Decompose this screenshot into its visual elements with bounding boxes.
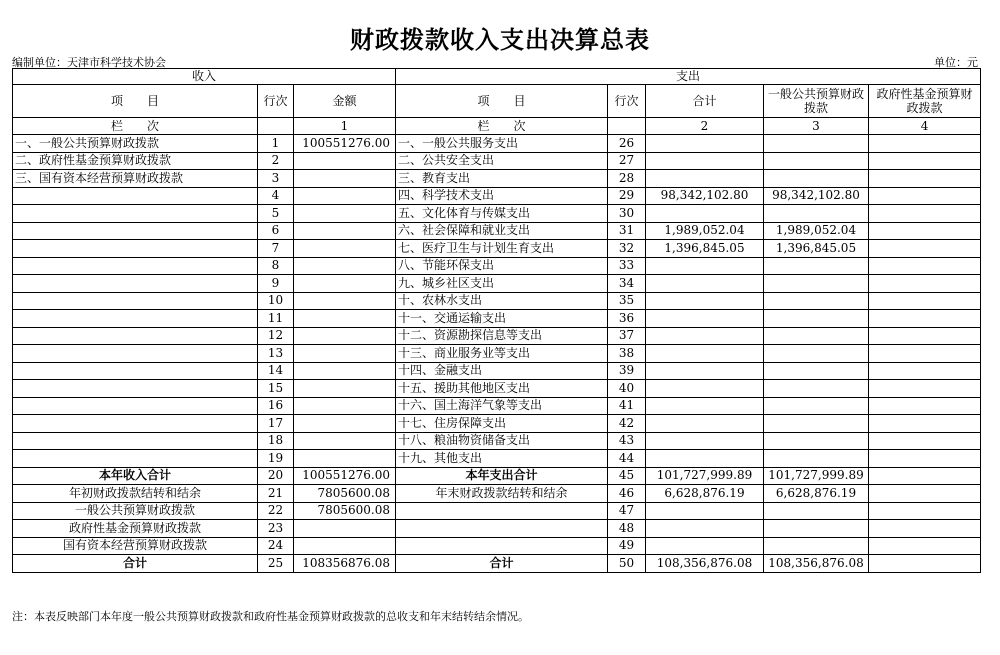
expense-fund-cell [869, 170, 981, 188]
expense-general-cell [764, 345, 869, 363]
expense-item-cell [396, 502, 608, 520]
income-row-no-cell: 10 [258, 292, 294, 310]
table-row [13, 170, 981, 188]
income-col-1: 1 [294, 118, 396, 135]
table-row [13, 152, 981, 170]
income-row-no-cell: 21 [258, 485, 294, 503]
expense-row-no-cell: 28 [608, 170, 646, 188]
table-row [13, 310, 981, 328]
expense-fund-cell [869, 222, 981, 240]
expense-general-cell [764, 450, 869, 468]
expense-item-cell: 十三、商业服务业等支出 [396, 345, 608, 363]
expense-general-cell: 98,342,102.80 [764, 187, 869, 205]
expense-header: 支出 [396, 69, 981, 85]
expense-fund-cell [869, 275, 981, 293]
expense-item-cell: 十四、金融支出 [396, 362, 608, 380]
income-item-cell [13, 222, 258, 240]
table-row [13, 292, 981, 310]
expense-item-cell: 一、一般公共服务支出 [396, 135, 608, 153]
column-index-row [13, 118, 981, 135]
expense-general-cell [764, 152, 869, 170]
expense-item-cell: 十二、资源勘探信息等支出 [396, 327, 608, 345]
expense-item-cell: 十五、援助其他地区支出 [396, 380, 608, 398]
column-header-row [13, 85, 981, 118]
income-row-no-cell: 24 [258, 537, 294, 555]
income-item-cell [13, 380, 258, 398]
expense-row-no-cell: 47 [608, 502, 646, 520]
expense-general-cell [764, 135, 869, 153]
expense-total-cell [646, 502, 764, 520]
income-row-no-cell: 15 [258, 380, 294, 398]
expense-item-cell: 二、公共安全支出 [396, 152, 608, 170]
income-row-no-cell: 3 [258, 170, 294, 188]
expense-general-cell [764, 380, 869, 398]
expense-row-no-cell: 42 [608, 415, 646, 433]
income-item-cell [13, 415, 258, 433]
expense-row-no-cell: 32 [608, 240, 646, 258]
expense-total-cell [646, 275, 764, 293]
expense-total-cell: 1,396,845.05 [646, 240, 764, 258]
income-amount-cell [294, 275, 396, 293]
table-row [13, 327, 981, 345]
income-row-no-cell: 16 [258, 397, 294, 415]
income-amount-cell: 108356876.08 [294, 555, 396, 573]
expense-total-cell [646, 205, 764, 223]
income-amount-cell [294, 310, 396, 328]
income-amount-cell [294, 257, 396, 275]
expense-row-no-cell: 48 [608, 520, 646, 538]
income-amount-cell: 7805600.08 [294, 485, 396, 503]
income-item-cell [13, 187, 258, 205]
income-amount-cell [294, 222, 396, 240]
expense-fund-cell [869, 520, 981, 538]
expense-row-no-cell: 35 [608, 292, 646, 310]
expense-item-cell: 十七、住房保障支出 [396, 415, 608, 433]
expense-row-no-cell: 49 [608, 537, 646, 555]
income-item-cell [13, 292, 258, 310]
table-row [13, 397, 981, 415]
expense-general-cell [764, 502, 869, 520]
income-amount-cell: 100551276.00 [294, 135, 396, 153]
expense-general-cell [764, 415, 869, 433]
expense-item-cell: 六、社会保障和就业支出 [396, 222, 608, 240]
table-row [13, 257, 981, 275]
expense-general-cell [764, 520, 869, 538]
table-row [13, 205, 981, 223]
expense-row-no-cell: 46 [608, 485, 646, 503]
expense-fund-cell [869, 135, 981, 153]
expense-item-cell: 年末财政拨款结转和结余 [396, 485, 608, 503]
income-row-no-cell: 14 [258, 362, 294, 380]
expense-row-no-cell: 44 [608, 450, 646, 468]
income-item-cell [13, 310, 258, 328]
income-amount-cell [294, 205, 396, 223]
expense-total-cell: 1,989,052.04 [646, 222, 764, 240]
expense-fund-cell [869, 380, 981, 398]
income-amount-cell [294, 152, 396, 170]
expense-general-cell [764, 275, 869, 293]
table-row [13, 415, 981, 433]
income-row-no-cell: 13 [258, 345, 294, 363]
table-row [13, 275, 981, 293]
table-row [13, 520, 981, 538]
expense-col-4: 4 [869, 118, 981, 135]
expense-general-cell [764, 327, 869, 345]
expense-item-cell: 八、节能环保支出 [396, 257, 608, 275]
expense-fund-cell [869, 485, 981, 503]
expense-total-cell [646, 450, 764, 468]
income-item-cell: 二、政府性基金预算财政拨款 [13, 152, 258, 170]
expense-general-cell [764, 170, 869, 188]
income-amount-cell [294, 397, 396, 415]
expense-fund-cell [869, 205, 981, 223]
expense-row-no-cell: 37 [608, 327, 646, 345]
expense-total-cell [646, 170, 764, 188]
income-item-cell [13, 397, 258, 415]
expense-general-cell: 108,356,876.08 [764, 555, 869, 573]
expense-fund-cell [869, 292, 981, 310]
expense-fund-cell [869, 555, 981, 573]
expense-general-cell: 1,396,845.05 [764, 240, 869, 258]
currency-unit: 单位：元 [934, 56, 978, 69]
expense-row-no-cell: 34 [608, 275, 646, 293]
expense-general-cell [764, 362, 869, 380]
expense-row-no-cell: 33 [608, 257, 646, 275]
income-column-label: 栏 次 [13, 118, 258, 135]
expense-general-cell [764, 205, 869, 223]
expense-row-no-cell: 39 [608, 362, 646, 380]
table-row [13, 362, 981, 380]
expense-total-cell [646, 310, 764, 328]
expense-total-cell [646, 362, 764, 380]
expense-total-cell [646, 135, 764, 153]
expense-fund-cell [869, 432, 981, 450]
expense-fund-cell [869, 362, 981, 380]
expense-total-cell [646, 345, 764, 363]
income-item-header: 项 目 [13, 85, 258, 118]
income-amount-header: 金额 [294, 85, 396, 118]
table-row [13, 345, 981, 363]
income-item-cell: 年初财政拨款结转和结余 [13, 485, 258, 503]
income-row-no-cell: 17 [258, 415, 294, 433]
expense-item-cell: 九、城乡社区支出 [396, 275, 608, 293]
expense-item-cell: 十八、粮油物资储备支出 [396, 432, 608, 450]
expense-row-no-header: 行次 [608, 85, 646, 118]
expense-fund-cell [869, 152, 981, 170]
income-row-no-cell: 1 [258, 135, 294, 153]
expense-item-cell [396, 537, 608, 555]
income-item-cell: 一、一般公共预算财政拨款 [13, 135, 258, 153]
income-amount-cell [294, 292, 396, 310]
expense-item-cell: 本年支出合计 [396, 467, 608, 485]
income-row-no-cell: 22 [258, 502, 294, 520]
income-row-no-cell: 8 [258, 257, 294, 275]
expense-row-no-cell: 41 [608, 397, 646, 415]
expense-item-cell: 七、医疗卫生与计划生育支出 [396, 240, 608, 258]
report-title: 财政拨款收入支出决算总表 [350, 26, 650, 54]
income-amount-cell: 7805600.08 [294, 502, 396, 520]
income-amount-cell [294, 450, 396, 468]
income-row-no-cell: 20 [258, 467, 294, 485]
table-row [13, 467, 981, 485]
income-item-cell: 三、国有资本经营预算财政拨款 [13, 170, 258, 188]
expense-item-cell: 五、文化体育与传媒支出 [396, 205, 608, 223]
expense-item-cell: 三、教育支出 [396, 170, 608, 188]
income-amount-cell [294, 415, 396, 433]
expense-total-cell [646, 520, 764, 538]
expense-row-no-cell: 26 [608, 135, 646, 153]
income-item-cell [13, 205, 258, 223]
expense-total-cell [646, 397, 764, 415]
expense-row-no-cell: 29 [608, 187, 646, 205]
expense-row-no-cell: 30 [608, 205, 646, 223]
expense-fund-cell [869, 240, 981, 258]
expense-general-cell: 101,727,999.89 [764, 467, 869, 485]
income-row-no-cell: 25 [258, 555, 294, 573]
expense-total-cell [646, 152, 764, 170]
income-item-cell: 本年收入合计 [13, 467, 258, 485]
table-row [13, 555, 981, 573]
expense-item-cell: 十、农林水支出 [396, 292, 608, 310]
expense-col-2: 2 [646, 118, 764, 135]
expense-total-cell: 101,727,999.89 [646, 467, 764, 485]
expense-total-cell [646, 292, 764, 310]
budget-table [12, 68, 981, 573]
income-item-cell [13, 432, 258, 450]
expense-fund-cell [869, 257, 981, 275]
table-row [13, 240, 981, 258]
income-row-no-cell: 11 [258, 310, 294, 328]
general-budget-header: 一般公共预算财政拨款 [764, 85, 869, 118]
table-row [13, 380, 981, 398]
expense-fund-cell [869, 327, 981, 345]
table-row [13, 187, 981, 205]
income-row-no-header: 行次 [258, 85, 294, 118]
expense-row-no-cell: 40 [608, 380, 646, 398]
table-row [13, 485, 981, 503]
income-item-cell: 合计 [13, 555, 258, 573]
income-item-cell: 国有资本经营预算财政拨款 [13, 537, 258, 555]
expense-total-cell [646, 257, 764, 275]
income-row-no-cell: 2 [258, 152, 294, 170]
table-row [13, 432, 981, 450]
expense-row-no-cell: 50 [608, 555, 646, 573]
income-row-no-cell: 23 [258, 520, 294, 538]
expense-general-cell [764, 432, 869, 450]
expense-total-cell [646, 432, 764, 450]
expense-total-cell [646, 415, 764, 433]
expense-total-header: 合计 [646, 85, 764, 118]
income-amount-cell [294, 170, 396, 188]
income-row-no-cell: 7 [258, 240, 294, 258]
expense-row-no-cell: 36 [608, 310, 646, 328]
expense-general-cell [764, 537, 869, 555]
section-header-row [13, 69, 981, 85]
expense-general-cell: 6,628,876.19 [764, 485, 869, 503]
income-item-cell [13, 257, 258, 275]
expense-fund-cell [869, 187, 981, 205]
income-amount-cell [294, 187, 396, 205]
income-item-cell [13, 327, 258, 345]
expense-fund-cell [869, 345, 981, 363]
expense-row-no-cell: 31 [608, 222, 646, 240]
income-row-no-cell: 5 [258, 205, 294, 223]
income-amount-cell [294, 432, 396, 450]
expense-row-no-cell: 27 [608, 152, 646, 170]
income-amount-cell [294, 380, 396, 398]
expense-fund-cell [869, 537, 981, 555]
expense-total-cell: 108,356,876.08 [646, 555, 764, 573]
table-row [13, 222, 981, 240]
income-amount-cell [294, 240, 396, 258]
expense-total-cell [646, 327, 764, 345]
income-header: 收入 [13, 69, 396, 85]
expense-general-cell [764, 292, 869, 310]
income-amount-cell [294, 520, 396, 538]
expense-row-no-cell: 38 [608, 345, 646, 363]
expense-total-cell: 6,628,876.19 [646, 485, 764, 503]
expense-item-cell: 十九、其他支出 [396, 450, 608, 468]
income-item-cell [13, 345, 258, 363]
expense-fund-cell [869, 397, 981, 415]
expense-fund-cell [869, 450, 981, 468]
income-amount-cell [294, 327, 396, 345]
expense-fund-cell [869, 502, 981, 520]
expense-fund-cell [869, 310, 981, 328]
expense-col-3: 3 [764, 118, 869, 135]
income-row-no-cell: 12 [258, 327, 294, 345]
income-row-no-index [258, 118, 294, 135]
income-item-cell: 政府性基金预算财政拨款 [13, 520, 258, 538]
income-item-cell [13, 362, 258, 380]
table-row [13, 450, 981, 468]
income-item-cell [13, 240, 258, 258]
income-amount-cell [294, 345, 396, 363]
income-row-no-cell: 19 [258, 450, 294, 468]
expense-item-cell: 合计 [396, 555, 608, 573]
expense-general-cell: 1,989,052.04 [764, 222, 869, 240]
expense-total-cell [646, 380, 764, 398]
expense-item-cell [396, 520, 608, 538]
fund-budget-header: 政府性基金预算财政拨款 [869, 85, 981, 118]
expense-item-header: 项 目 [396, 85, 608, 118]
expense-row-no-cell: 45 [608, 467, 646, 485]
income-item-cell [13, 450, 258, 468]
expense-general-cell [764, 257, 869, 275]
income-row-no-cell: 18 [258, 432, 294, 450]
income-row-no-cell: 4 [258, 187, 294, 205]
income-item-cell [13, 275, 258, 293]
expense-item-cell: 十一、交通运输支出 [396, 310, 608, 328]
expense-fund-cell [869, 467, 981, 485]
income-item-cell: 一般公共预算财政拨款 [13, 502, 258, 520]
expense-general-cell [764, 397, 869, 415]
income-amount-cell [294, 537, 396, 555]
expense-row-no-cell: 43 [608, 432, 646, 450]
income-row-no-cell: 9 [258, 275, 294, 293]
expense-general-cell [764, 310, 869, 328]
expense-column-label: 栏 次 [396, 118, 608, 135]
reporting-unit: 编制单位：天津市科学技术协会 [12, 56, 166, 69]
income-row-no-cell: 6 [258, 222, 294, 240]
expense-total-cell: 98,342,102.80 [646, 187, 764, 205]
table-row [13, 502, 981, 520]
footnote: 注：本表反映部门本年度一般公共预算财政拨款和政府性基金预算财政拨款的总收支和年末结转结余情况。 [12, 610, 529, 623]
expense-row-no-index [608, 118, 646, 135]
expense-fund-cell [869, 415, 981, 433]
expense-item-cell: 十六、国土海洋气象等支出 [396, 397, 608, 415]
expense-item-cell: 四、科学技术支出 [396, 187, 608, 205]
table-row [13, 537, 981, 555]
table-row [13, 135, 981, 153]
expense-total-cell [646, 537, 764, 555]
income-amount-cell: 100551276.00 [294, 467, 396, 485]
income-amount-cell [294, 362, 396, 380]
